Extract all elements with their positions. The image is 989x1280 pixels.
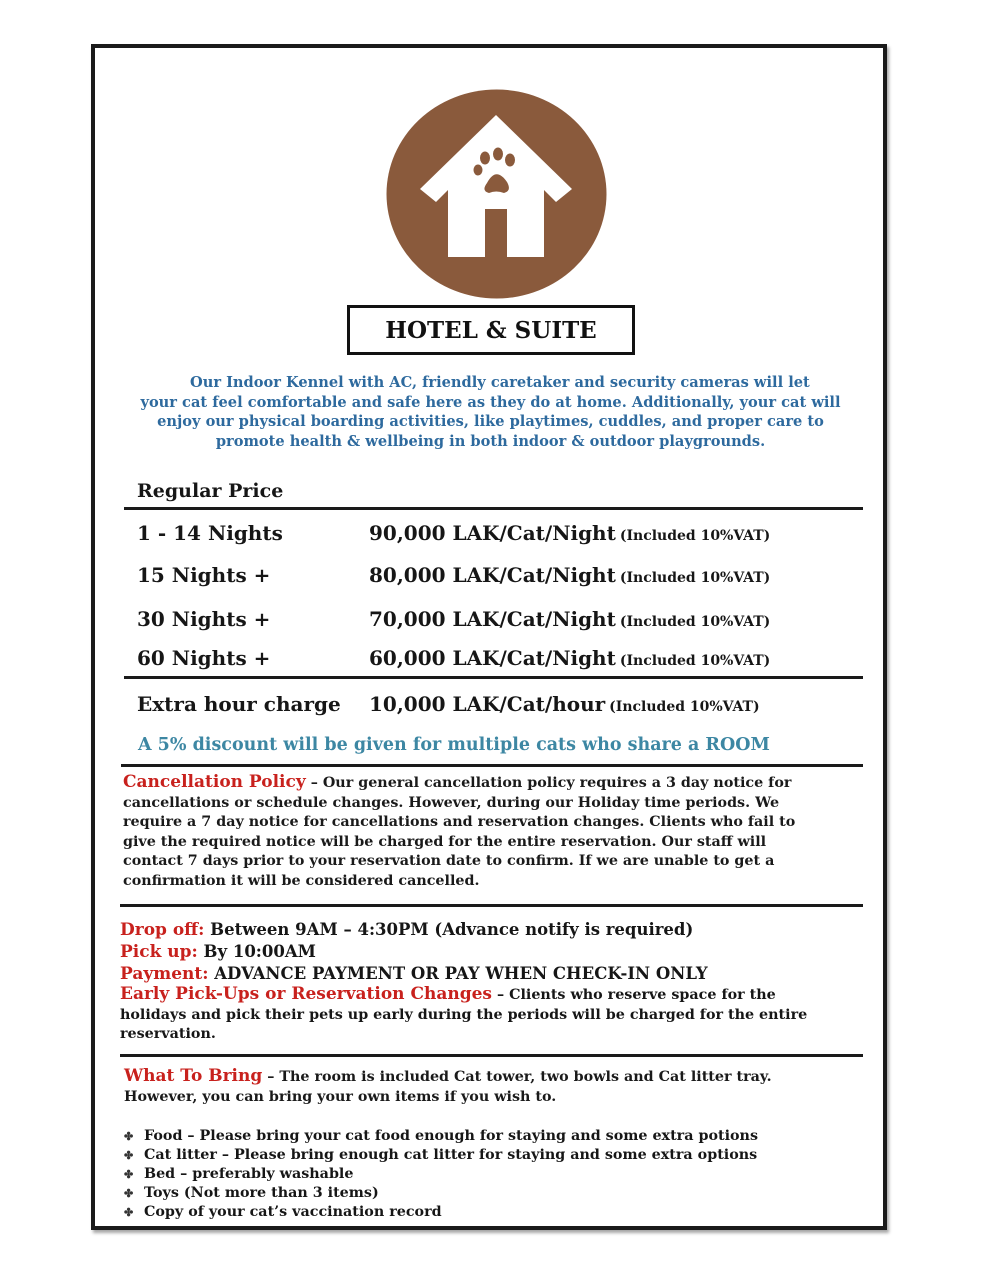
list-item: ✤ Food – Please bring your cat food enough for staying and some extra potions [124,1128,758,1144]
cancellation-policy: Cancellation Policy – Our general cancellation policy requires a 3 day notice for cancellations or schedule changes. However, during our Holiday time periods. We require a 7 day notice for cancellations and reservation changes. Clients who fail to give the required notice will be charged for the entire reservation. Our staff will contact 7 days prior to your reservation date to confirm. If we are unable to get a confirmation it will be considered cancelled. [123,772,796,889]
divider [120,1054,863,1057]
list-item: ✤ Cat litter – Please bring enough cat litter for staying and some extra options [124,1147,758,1163]
page-title: HOTEL & SUITE [347,305,635,355]
what-to-bring-label: What To Bring [124,1066,263,1086]
paw-icon: ✤ [124,1168,134,1181]
divider [124,676,863,679]
payment-label: Payment: [120,964,209,984]
drop-off-label: Drop off: [120,920,205,940]
bring-list [124,1127,758,1222]
divider [120,904,863,907]
divider [124,507,863,510]
paw-icon: ✤ [124,1187,134,1200]
list-item: ✤ Copy of your cat’s vaccination record [124,1204,442,1220]
what-to-bring: What To Bring – The room is included Cat tower, two bowls and Cat litter tray. However, you can bring your own items if you wish to. [124,1066,772,1105]
pick-up-label: Pick up: [120,942,198,962]
early-pickup-label: Early Pick-Ups or Reservation Changes [120,984,492,1004]
paw-icon: ✤ [124,1149,134,1162]
paw-icon: ✤ [124,1206,134,1219]
discount-note: A 5% discount will be given for multiple cats who share a ROOM [138,735,770,755]
house-paw-icon [386,89,607,299]
price-heading: Regular Price [137,480,284,502]
cancellation-label: Cancellation Policy [123,772,306,792]
list-item: ✤ Bed – preferably washable [124,1166,354,1182]
logistics-section: Drop off: Between 9AM – 4:30PM (Advance notify is required) Pick up: By 10:00AM Payment: ADVANCE PAYMENT OR PAY WHEN CHECK-IN ONLY Early Pick-Ups or Reservation Changes – Clients who reserve space for the holidays and pick their pets up early during the periods will be charged for the entire reservation. [120,920,808,1042]
divider [121,764,863,767]
paw-icon: ✤ [124,1130,134,1143]
intro-text: Our Indoor Kennel with AC, friendly caretaker and security cameras will let your cat feel comfortable and safe here as they do at home. Additionally, your cat will enjoy our physical boarding activities, like playtimes, cuddles, and proper care to promote health & wellbeing in both indoor & outdoor playgrounds. [140,374,841,450]
list-item: ✤ Toys (Not more than 3 items) [124,1185,379,1201]
